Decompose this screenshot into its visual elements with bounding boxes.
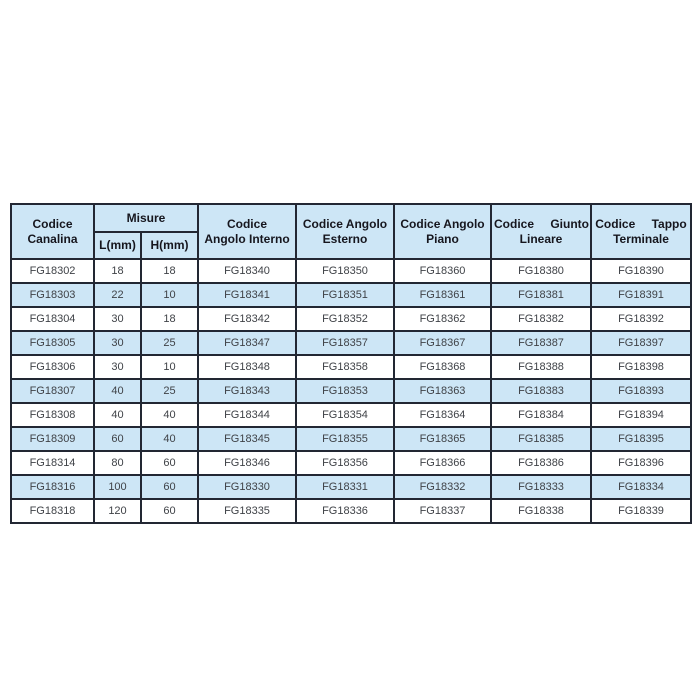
col-header-codice-angolo-esterno bbox=[296, 204, 394, 259]
cell-codice-angolo-interno: FG18345 bbox=[198, 427, 296, 451]
cell-l-mm: 18 bbox=[94, 259, 141, 283]
cell-codice-angolo-piano: FG18337 bbox=[394, 499, 491, 523]
header-line: Codice Giunto bbox=[494, 216, 589, 231]
cell-codice-tappo-terminale: FG18398 bbox=[591, 355, 691, 379]
cell-codice-angolo-piano: FG18368 bbox=[394, 355, 491, 379]
cell-l-mm: 80 bbox=[94, 451, 141, 475]
cell-codice-angolo-interno: FG18335 bbox=[198, 499, 296, 523]
cell-codice-angolo-esterno: FG18358 bbox=[296, 355, 394, 379]
cell-codice-angolo-piano: FG18363 bbox=[394, 379, 491, 403]
cell-l-mm: 100 bbox=[94, 475, 141, 499]
col-header-h-mm: H(mm) bbox=[141, 232, 198, 259]
cell-codice-angolo-piano: FG18362 bbox=[394, 307, 491, 331]
header-line: Angolo Interno bbox=[204, 231, 290, 246]
cell-h-mm: 10 bbox=[141, 283, 198, 307]
table-row bbox=[11, 379, 691, 403]
cell-l-mm: 120 bbox=[94, 499, 141, 523]
cell-codice-angolo-esterno: FG18353 bbox=[296, 379, 394, 403]
cell-codice-angolo-piano: FG18365 bbox=[394, 427, 491, 451]
cell-h-mm: 10 bbox=[141, 355, 198, 379]
cell-codice-canalina: FG18307 bbox=[11, 379, 94, 403]
cell-codice-angolo-interno: FG18348 bbox=[198, 355, 296, 379]
cell-codice-angolo-piano: FG18360 bbox=[394, 259, 491, 283]
cell-codice-canalina: FG18304 bbox=[11, 307, 94, 331]
cell-codice-angolo-piano: FG18367 bbox=[394, 331, 491, 355]
cell-codice-angolo-interno: FG18343 bbox=[198, 379, 296, 403]
cell-h-mm: 40 bbox=[141, 427, 198, 451]
cell-codice-canalina: FG18308 bbox=[11, 403, 94, 427]
cell-codice-angolo-interno: FG18341 bbox=[198, 283, 296, 307]
col-header-misure: Misure bbox=[94, 204, 198, 232]
cell-h-mm: 60 bbox=[141, 451, 198, 475]
cell-codice-tappo-terminale: FG18334 bbox=[591, 475, 691, 499]
cell-codice-tappo-terminale: FG18393 bbox=[591, 379, 691, 403]
cell-codice-giunto-lineare: FG18386 bbox=[491, 451, 591, 475]
product-codes-table bbox=[10, 203, 692, 524]
cell-l-mm: 30 bbox=[94, 355, 141, 379]
table-header bbox=[11, 204, 691, 259]
cell-codice-angolo-interno: FG18342 bbox=[198, 307, 296, 331]
cell-codice-canalina: FG18309 bbox=[11, 427, 94, 451]
header-line: Esterno bbox=[322, 231, 368, 246]
cell-codice-angolo-esterno: FG18356 bbox=[296, 451, 394, 475]
cell-codice-angolo-piano: FG18332 bbox=[394, 475, 491, 499]
table-row bbox=[11, 307, 691, 331]
cell-codice-angolo-piano: FG18361 bbox=[394, 283, 491, 307]
cell-h-mm: 60 bbox=[141, 475, 198, 499]
cell-codice-tappo-terminale: FG18339 bbox=[591, 499, 691, 523]
table-row bbox=[11, 475, 691, 499]
cell-l-mm: 22 bbox=[94, 283, 141, 307]
table-row bbox=[11, 355, 691, 379]
cell-codice-tappo-terminale: FG18391 bbox=[591, 283, 691, 307]
cell-l-mm: 60 bbox=[94, 427, 141, 451]
cell-codice-angolo-piano: FG18366 bbox=[394, 451, 491, 475]
cell-codice-angolo-esterno: FG18352 bbox=[296, 307, 394, 331]
col-header-codice-giunto-lineare bbox=[491, 204, 591, 259]
header-line: Piano bbox=[426, 231, 459, 246]
cell-codice-tappo-terminale: FG18390 bbox=[591, 259, 691, 283]
cell-codice-angolo-interno: FG18344 bbox=[198, 403, 296, 427]
cell-codice-angolo-interno: FG18340 bbox=[198, 259, 296, 283]
col-header-codice-angolo-piano bbox=[394, 204, 491, 259]
cell-codice-canalina: FG18303 bbox=[11, 283, 94, 307]
cell-codice-angolo-esterno: FG18357 bbox=[296, 331, 394, 355]
cell-codice-canalina: FG18316 bbox=[11, 475, 94, 499]
header-line: Codice bbox=[226, 216, 267, 231]
cell-codice-giunto-lineare: FG18338 bbox=[491, 499, 591, 523]
header-row-1 bbox=[11, 204, 691, 232]
col-header-codice-canalina bbox=[11, 204, 94, 259]
cell-codice-angolo-esterno: FG18331 bbox=[296, 475, 394, 499]
cell-codice-angolo-esterno: FG18351 bbox=[296, 283, 394, 307]
table-row bbox=[11, 283, 691, 307]
cell-codice-tappo-terminale: FG18396 bbox=[591, 451, 691, 475]
col-header-codice-tappo-terminale bbox=[591, 204, 691, 259]
table-row bbox=[11, 451, 691, 475]
cell-codice-tappo-terminale: FG18392 bbox=[591, 307, 691, 331]
cell-h-mm: 25 bbox=[141, 331, 198, 355]
cell-codice-canalina: FG18306 bbox=[11, 355, 94, 379]
col-header-codice-angolo-interno bbox=[198, 204, 296, 259]
cell-codice-canalina: FG18314 bbox=[11, 451, 94, 475]
cell-codice-angolo-interno: FG18346 bbox=[198, 451, 296, 475]
table-row bbox=[11, 331, 691, 355]
cell-codice-tappo-terminale: FG18394 bbox=[591, 403, 691, 427]
header-line: Codice Angolo bbox=[400, 216, 485, 231]
cell-codice-giunto-lineare: FG18384 bbox=[491, 403, 591, 427]
cell-h-mm: 18 bbox=[141, 259, 198, 283]
cell-codice-canalina: FG18318 bbox=[11, 499, 94, 523]
table-row bbox=[11, 427, 691, 451]
cell-codice-angolo-esterno: FG18350 bbox=[296, 259, 394, 283]
table-row bbox=[11, 499, 691, 523]
cell-codice-angolo-piano: FG18364 bbox=[394, 403, 491, 427]
cell-codice-angolo-interno: FG18347 bbox=[198, 331, 296, 355]
cell-h-mm: 40 bbox=[141, 403, 198, 427]
table-row bbox=[11, 259, 691, 283]
cell-codice-giunto-lineare: FG18380 bbox=[491, 259, 591, 283]
cell-codice-canalina: FG18302 bbox=[11, 259, 94, 283]
cell-codice-angolo-esterno: FG18354 bbox=[296, 403, 394, 427]
cell-l-mm: 30 bbox=[94, 307, 141, 331]
table-row bbox=[11, 403, 691, 427]
table-body bbox=[11, 259, 691, 523]
header-line: Codice bbox=[32, 216, 73, 231]
cell-codice-giunto-lineare: FG18381 bbox=[491, 283, 591, 307]
cell-codice-giunto-lineare: FG18382 bbox=[491, 307, 591, 331]
header-line: Codice Angolo bbox=[302, 216, 388, 231]
cell-h-mm: 25 bbox=[141, 379, 198, 403]
header-line: Codice Tappo bbox=[595, 216, 687, 231]
cell-codice-tappo-terminale: FG18397 bbox=[591, 331, 691, 355]
cell-h-mm: 18 bbox=[141, 307, 198, 331]
cell-codice-giunto-lineare: FG18387 bbox=[491, 331, 591, 355]
cell-codice-giunto-lineare: FG18333 bbox=[491, 475, 591, 499]
col-header-l-mm: L(mm) bbox=[94, 232, 141, 259]
cell-l-mm: 40 bbox=[94, 379, 141, 403]
cell-codice-angolo-esterno: FG18336 bbox=[296, 499, 394, 523]
cell-h-mm: 60 bbox=[141, 499, 198, 523]
header-line: Lineare bbox=[519, 231, 563, 246]
cell-codice-giunto-lineare: FG18388 bbox=[491, 355, 591, 379]
cell-codice-giunto-lineare: FG18383 bbox=[491, 379, 591, 403]
cell-codice-giunto-lineare: FG18385 bbox=[491, 427, 591, 451]
header-line: Terminale bbox=[613, 231, 669, 246]
cell-codice-canalina: FG18305 bbox=[11, 331, 94, 355]
cell-codice-angolo-esterno: FG18355 bbox=[296, 427, 394, 451]
cell-codice-angolo-interno: FG18330 bbox=[198, 475, 296, 499]
cell-codice-tappo-terminale: FG18395 bbox=[591, 427, 691, 451]
cell-l-mm: 40 bbox=[94, 403, 141, 427]
header-line: Canalina bbox=[27, 231, 78, 246]
cell-l-mm: 30 bbox=[94, 331, 141, 355]
